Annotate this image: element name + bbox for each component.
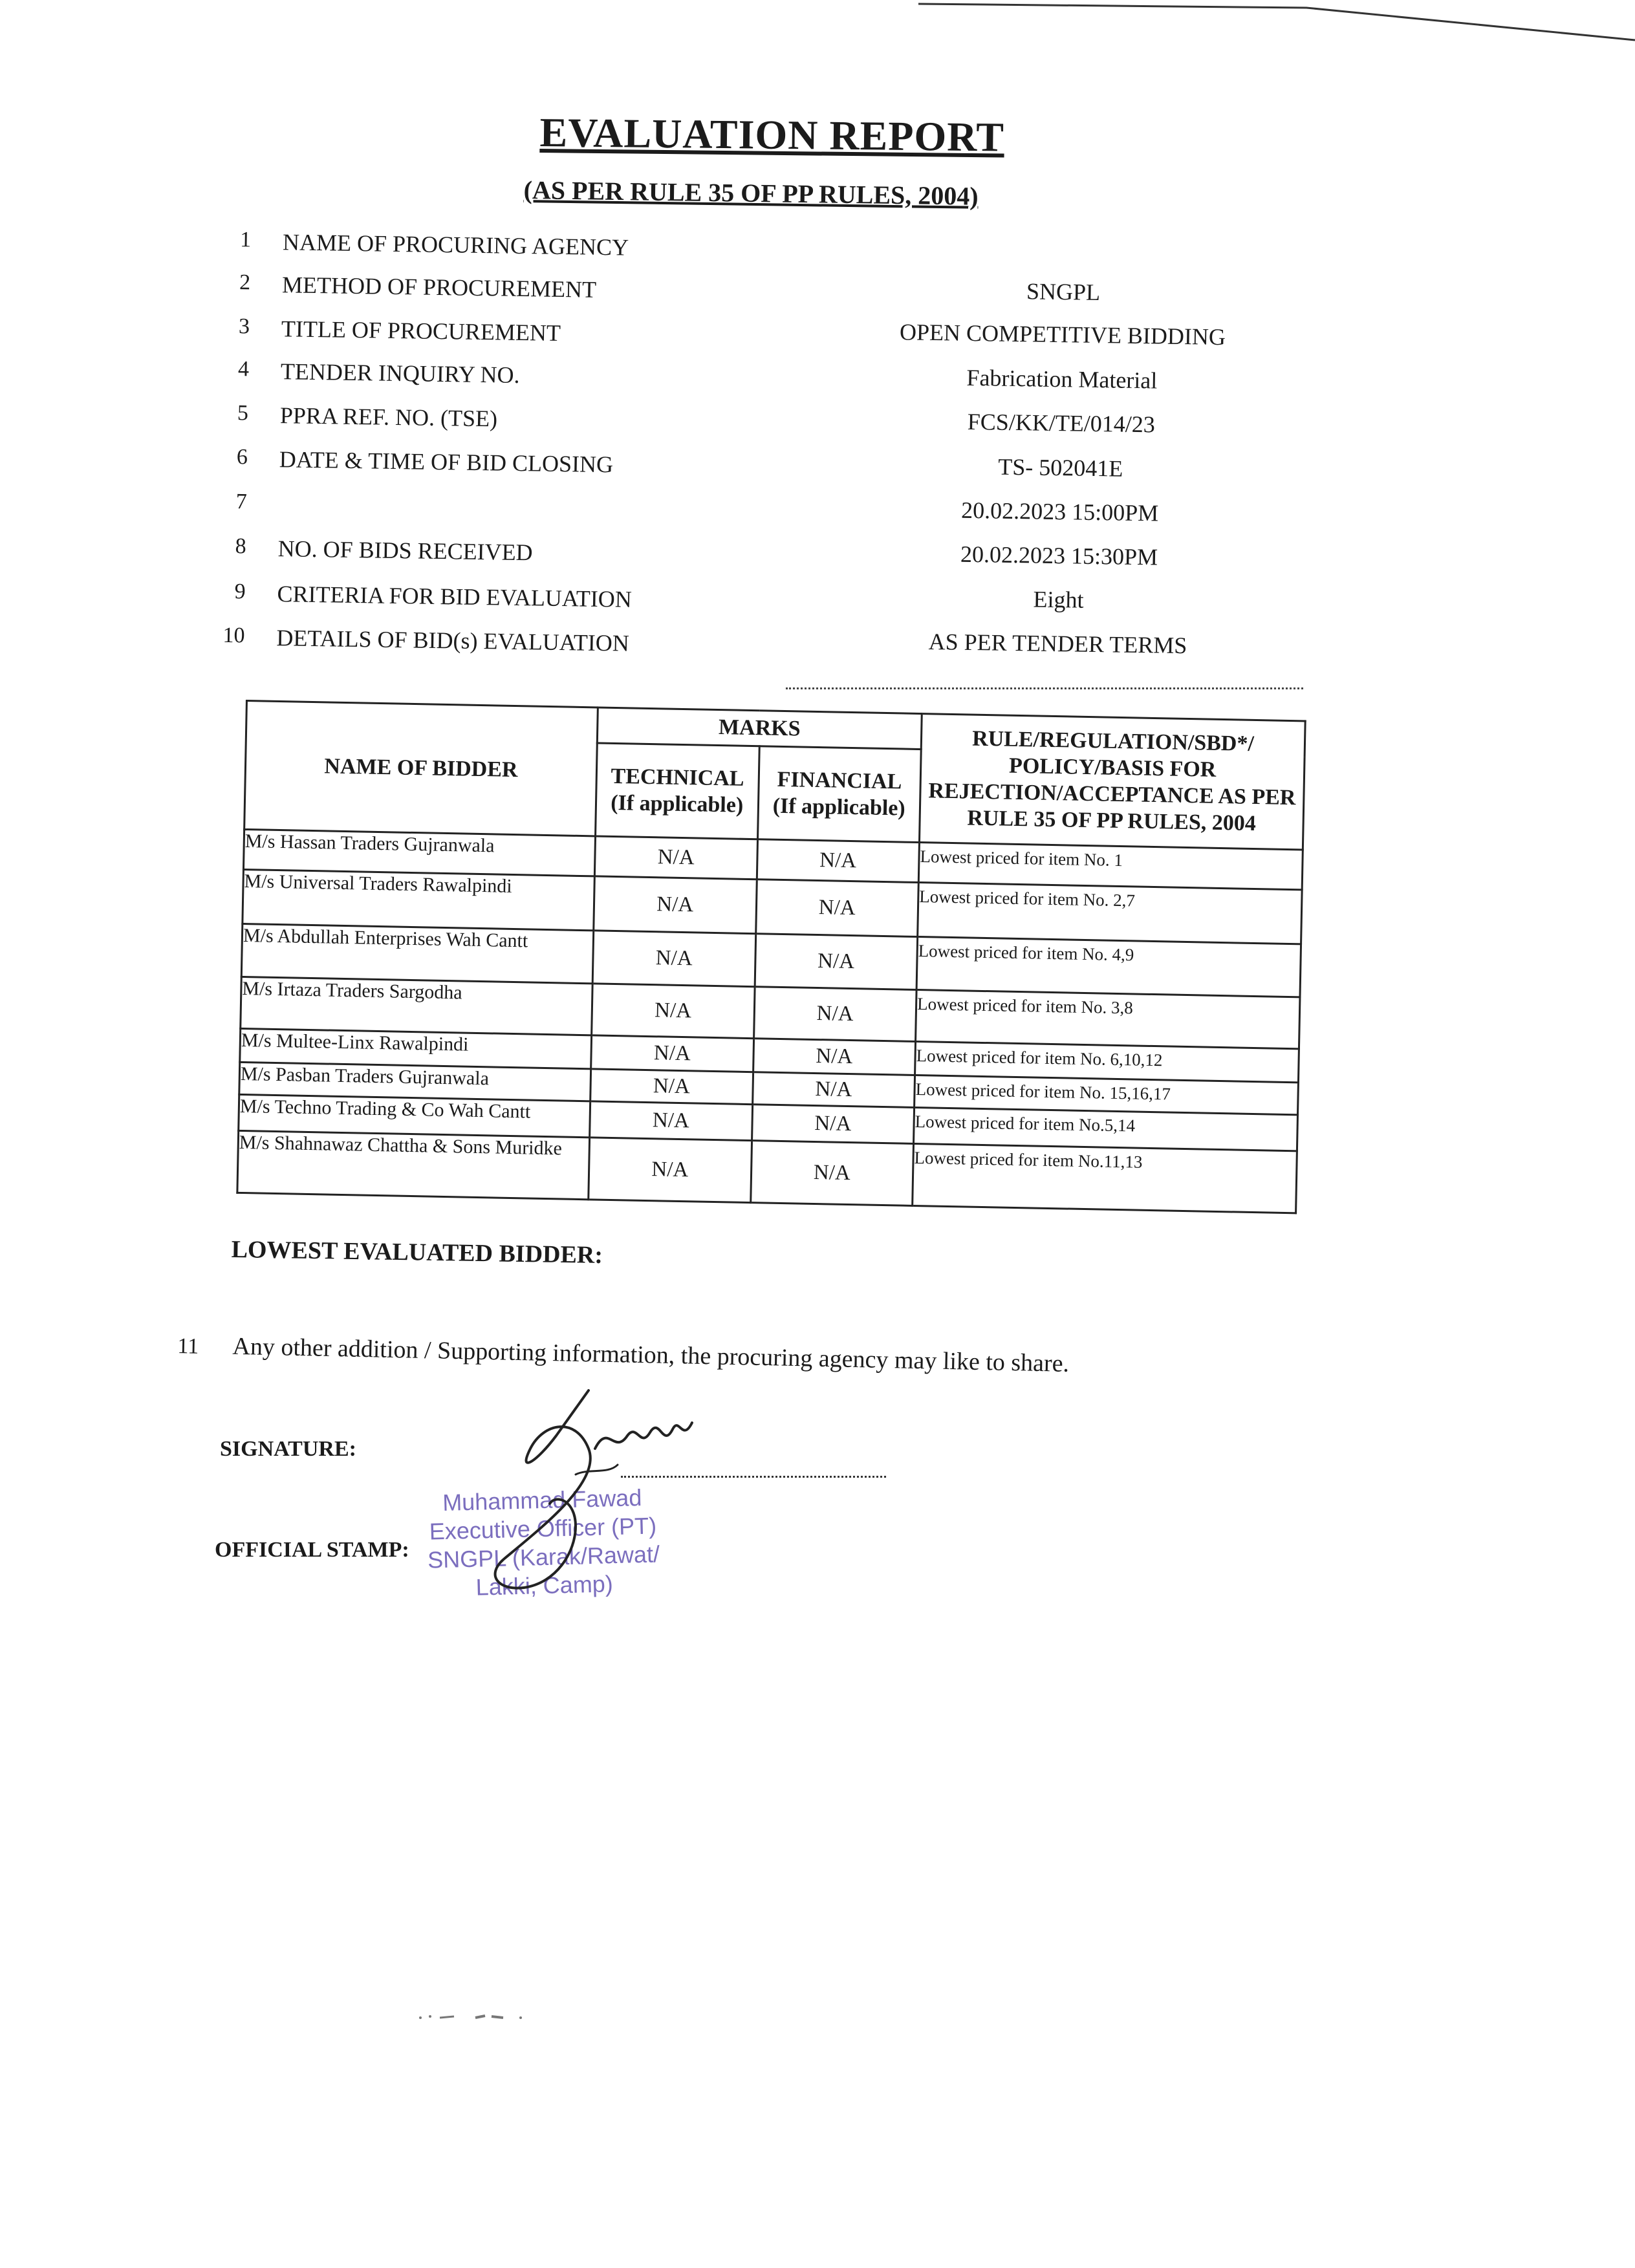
procurement-fields <box>0 0 1635 733</box>
bidder-name: M/s Shahnawaz Chattha & Sons Muridke <box>237 1130 590 1199</box>
field-value-bid-closing: 20.02.2023 15:00PM <box>960 497 1159 526</box>
handwritten-signature <box>479 1377 711 1597</box>
header-marks: MARKS <box>597 707 922 750</box>
field-value-bids-received: Eight <box>1033 586 1084 613</box>
financial-mark: N/A <box>750 1141 913 1206</box>
bidder-name: M/s Hassan Traders Gujranwala <box>243 829 595 876</box>
bidder-name: M/s Abdullah Enterprises Wah Cantt <box>241 923 593 983</box>
field-label-bids-received: NO. OF BIDS RECEIVED <box>277 535 533 566</box>
field-number: 1 <box>239 228 252 252</box>
bidder-name: M/s Techno Trading & Co Wah Cantt <box>239 1094 590 1137</box>
field-number: 2 <box>239 270 251 295</box>
field-value-method: OPEN COMPETITIVE BIDDING <box>899 319 1226 351</box>
field-number: 5 <box>237 401 249 426</box>
bidder-name: M/s Universal Traders Rawalpindi <box>243 869 595 930</box>
field-number: 9 <box>234 579 246 604</box>
field-value-ppra-ref: TS- 502041E <box>997 453 1123 482</box>
technical-mark: N/A <box>594 876 757 934</box>
technical-mark: N/A <box>591 1035 753 1072</box>
bidder-name: M/s Pasban Traders Gujranwala <box>239 1062 591 1101</box>
stamp-line-office: SNGPL (Karak/Rawat/ <box>427 1540 660 1573</box>
field-value-bid-opening: 20.02.2023 15:30PM <box>960 541 1158 570</box>
financial-mark: N/A <box>753 987 916 1042</box>
rule-basis: Lowest priced for item No. 2,7 <box>918 883 1303 944</box>
header-bidder-name: NAME OF BIDDER <box>244 701 598 836</box>
field-number: 3 <box>238 314 250 339</box>
rule-basis: Lowest priced for item No. 1 <box>918 843 1303 890</box>
bidder-name: M/s Multee-Linx Rawalpindi <box>240 1028 592 1068</box>
bid-evaluation-table <box>236 700 1306 1214</box>
header-financial <box>757 746 921 843</box>
financial-mark: N/A <box>753 1039 915 1075</box>
field-number: 10 <box>222 623 245 648</box>
report-subtitle: (AS PER RULE 35 OF PP RULES, 2004) <box>523 175 979 211</box>
stamp-line-name: Muhammad Fawad <box>442 1484 642 1517</box>
field-label-ppra-ref: PPRA REF. NO. (TSE) <box>279 402 498 432</box>
rule-basis: Lowest priced for item No. 3,8 <box>916 989 1300 1048</box>
rule-basis: Lowest priced for item No.5,14 <box>914 1107 1298 1150</box>
item-11 <box>177 1331 1069 1378</box>
official-stamp-label: OFFICIAL STAMP: <box>215 1538 409 1562</box>
technical-mark: N/A <box>594 836 757 880</box>
field-label-title: TITLE OF PROCUREMENT <box>281 316 561 346</box>
header-financial-label: FINANCIAL <box>777 767 902 794</box>
field-label-criteria: CRITERIA FOR BID EVALUATION <box>277 581 633 612</box>
bidder-name: M/s Irtaza Traders Sargodha <box>241 977 592 1035</box>
item-11-text: Any other addition / Supporting information, the procuring agency may like to share. <box>232 1332 1070 1377</box>
field-number: 8 <box>235 534 246 559</box>
field-label-details: DETAILS OF BID(s) EVALUATION <box>276 625 630 656</box>
bid-evaluation-table-wrapper <box>236 700 1313 1238</box>
financial-mark: N/A <box>755 934 918 990</box>
financial-mark: N/A <box>757 839 920 883</box>
signature-label: SIGNATURE: <box>220 1437 356 1461</box>
header-technical <box>596 743 759 839</box>
field-value-criteria: AS PER TENDER TERMS <box>928 628 1187 659</box>
field-number: 7 <box>235 490 248 514</box>
field-number: 6 <box>236 445 248 470</box>
technical-mark: N/A <box>590 1101 753 1141</box>
rule-basis: Lowest priced for item No. 6,10,12 <box>915 1041 1299 1082</box>
stamp-line-location: Lakki, Camp) <box>475 1570 614 1601</box>
financial-mark: N/A <box>752 1072 915 1108</box>
scan-specks <box>414 2010 530 2023</box>
rule-basis: Lowest priced for item No. 15,16,17 <box>915 1075 1299 1114</box>
header-financial-note: (If applicable) <box>772 794 906 821</box>
field-label-method: METHOD OF PROCUREMENT <box>281 272 597 303</box>
header-technical-label: TECHNICAL <box>611 764 744 791</box>
technical-mark: N/A <box>590 1069 753 1105</box>
financial-mark: N/A <box>755 880 918 937</box>
dotted-separator <box>786 687 1303 689</box>
field-label-agency: NAME OF PROCURING AGENCY <box>282 229 629 261</box>
technical-mark: N/A <box>592 931 755 987</box>
lowest-evaluated-bidder-label: LOWEST EVALUATED BIDDER: <box>231 1235 603 1269</box>
stamp-line-designation: Executive Officer (PT) <box>429 1512 657 1545</box>
item-11-number: 11 <box>177 1334 199 1359</box>
rule-basis: Lowest priced for item No.11,13 <box>913 1143 1297 1213</box>
field-label-tender-no: TENDER INQUIRY NO. <box>280 358 520 388</box>
field-value-tender-no: FCS/KK/TE/014/23 <box>967 408 1156 438</box>
field-value-details <box>850 671 1264 677</box>
report-title: EVALUATION REPORT <box>539 109 1005 160</box>
field-label-bid-closing: DATE & TIME OF BID CLOSING <box>279 446 614 478</box>
field-value-title: Fabrication Material <box>966 364 1158 394</box>
rule-basis: Lowest priced for item No. 4,9 <box>916 937 1301 997</box>
technical-mark: N/A <box>589 1138 752 1203</box>
financial-mark: N/A <box>752 1105 915 1144</box>
field-number: 4 <box>237 357 250 382</box>
header-rule: RULE/REGULATION/SBD*/ POLICY/BASIS FOR REJECTION/ACCEPTANCE AS PER RULE 35 OF PP RULES, 2004 <box>919 714 1305 850</box>
header-technical-note: (If applicable) <box>610 790 744 817</box>
field-value-agency: SNGPL <box>1026 278 1101 306</box>
technical-mark: N/A <box>592 984 755 1039</box>
